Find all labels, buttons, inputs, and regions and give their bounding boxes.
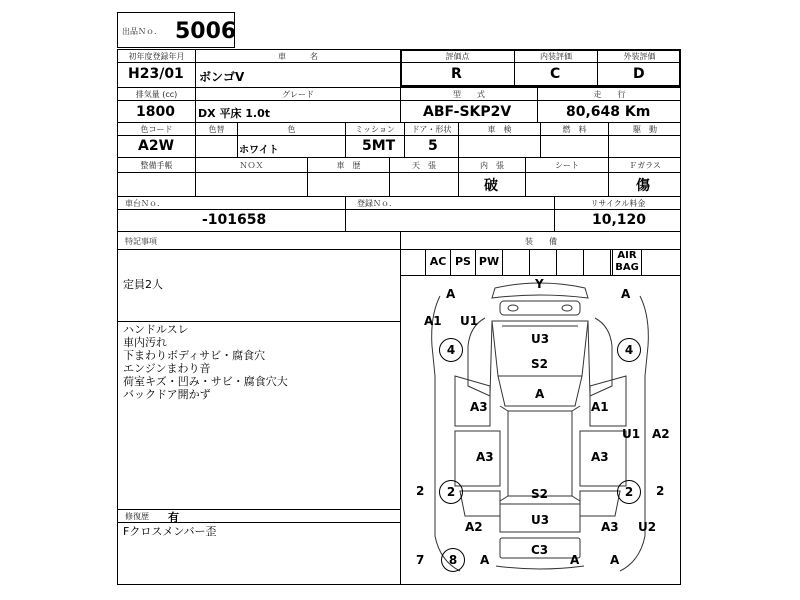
dmg-a3-right2: A3 — [591, 450, 609, 464]
dmg-u2-right: U2 — [638, 520, 657, 534]
dmg-s2-roof: S2 — [531, 357, 548, 371]
dmg-u3-rear: U3 — [531, 513, 550, 527]
mission-value: 5MT — [362, 138, 396, 154]
dmg-u1-right: U1 — [622, 427, 641, 441]
year-label: 初年度登録年月 — [128, 52, 185, 61]
interior2-value: 破 — [484, 178, 498, 194]
airbag-box: AIR BAG — [612, 249, 642, 276]
dmg-a1-left: A1 — [424, 314, 442, 328]
dmg-s2-rear: S2 — [531, 487, 548, 501]
mileage-value: 80,648 Km — [566, 104, 651, 120]
exterior-label: 外装評価 — [623, 52, 656, 61]
interior-value: C — [550, 66, 561, 82]
equip-box-0: AC — [425, 249, 450, 276]
mileage-label: 走 行 — [593, 90, 626, 99]
dmg-a3-left: A3 — [470, 400, 488, 414]
recycle-label: リサイクル料金 — [590, 199, 646, 208]
exterior-value: D — [633, 66, 645, 82]
dmg-a-bottom-right: A — [610, 553, 620, 567]
equip-box-5 — [556, 249, 583, 276]
year-value: H23/01 — [128, 66, 184, 82]
dmg-a2-right: A2 — [652, 427, 670, 441]
dmg-u3-roof: U3 — [531, 332, 550, 346]
tire-front-right: 4 — [617, 338, 641, 362]
repair-note: Fクロスメンバー歪 — [123, 525, 217, 538]
history-label: 車 歴 — [336, 161, 361, 170]
type-label: 型 式 — [453, 90, 485, 99]
cc-value: 1800 — [136, 104, 175, 120]
dmg-front-top: Y — [535, 277, 544, 291]
dmg-a-bottom-center: A — [570, 553, 580, 567]
interior2-label: 内 張 — [480, 161, 504, 170]
dmg-two-right: 2 — [656, 484, 665, 498]
nox-label: ＮＯＸ — [239, 161, 264, 170]
drive-label: 駆 動 — [633, 125, 657, 134]
dmg-c3-back: C3 — [531, 543, 549, 557]
doors-value: 5 — [428, 138, 438, 154]
note-line: 車内汚れ — [123, 336, 167, 349]
seat-label: シート — [555, 161, 579, 170]
ceiling-label: 天 張 — [412, 161, 436, 170]
equipment-row — [400, 249, 681, 276]
dmg-a2-left: A2 — [465, 520, 483, 534]
note-line: エンジンまわり音 — [123, 362, 211, 375]
color-value: ホワイト — [239, 145, 279, 156]
dmg-u1-left: U1 — [460, 314, 479, 328]
chassis-value: -101658 — [202, 212, 267, 228]
recycle-value: 10,120 — [592, 212, 647, 228]
tire-rear-left: 2 — [439, 480, 463, 504]
dmg-front-right: A — [621, 287, 631, 301]
dmg-front-left: A — [446, 287, 456, 301]
dmg-two-left: 2 — [416, 484, 425, 498]
note-line: バックドア開かず — [123, 388, 211, 401]
repair-label: 修復歴 — [125, 512, 149, 521]
dmg-seven: 7 — [416, 553, 425, 567]
color-code-value: A2W — [138, 138, 175, 154]
cc-label: 排気量 (cc) — [135, 90, 178, 99]
chassis-label: 車台Ｎｏ． — [125, 199, 165, 208]
eight-circle: 8 — [441, 548, 465, 572]
lot-label: 出品Ｎｏ． — [122, 27, 162, 36]
grade-value: DX 平床 1.0t — [198, 107, 271, 120]
note-line: ハンドルスレ — [123, 323, 189, 336]
equip-box-2: PW — [475, 249, 502, 276]
tire-rear-right: 2 — [617, 480, 641, 504]
notes-list — [123, 323, 288, 401]
tire-front-left: 4 — [439, 338, 463, 362]
interior-label: 内装評価 — [540, 52, 572, 61]
dmg-a-bottom-left: A — [480, 553, 490, 567]
model-label: 車 名 — [278, 52, 318, 61]
special-label: 特記事項 — [125, 237, 157, 246]
reg-label: 登録Ｎｏ． — [357, 199, 397, 208]
manual-label: 整備手帳 — [140, 161, 173, 170]
dmg-a3-right3: A3 — [601, 520, 619, 534]
dmg-a-center: A — [535, 387, 545, 401]
dmg-a1-right: A1 — [591, 400, 609, 414]
tone-label: 色替 — [208, 125, 225, 134]
equip-box-1: PS — [450, 249, 475, 276]
doors-label: ドア・形状 — [411, 125, 452, 134]
repair-value: 有 — [168, 511, 179, 524]
fglass-label: Ｆガラス — [629, 161, 661, 170]
equip-box-3 — [502, 249, 529, 276]
equip-box-4 — [529, 249, 556, 276]
fglass-value: 傷 — [636, 178, 650, 194]
note-line: 荷室キズ・凹み・サビ・腐食穴大 — [123, 375, 288, 388]
lot-number: 5006 — [175, 19, 237, 44]
color-code-label: 色コード — [140, 125, 173, 134]
note-line: 下まわりボディサビ・腐食穴 — [123, 349, 266, 362]
color-label: 色 — [287, 125, 296, 134]
inspection-label: 車 検 — [487, 125, 512, 134]
model-value: ボンゴV — [199, 70, 245, 84]
score-value: R — [451, 66, 462, 82]
score-label: 評価点 — [445, 52, 470, 61]
grade-label: グレード — [282, 90, 314, 99]
lot-box — [117, 12, 235, 48]
fuel-label: 燃 料 — [562, 125, 587, 134]
dmg-a3-left2: A3 — [476, 450, 494, 464]
equip-label: 装 備 — [525, 237, 557, 246]
capacity-note: 定員2人 — [123, 278, 163, 291]
mission-label: ミッション — [355, 125, 395, 134]
type-value: ABF-SKP2V — [423, 104, 512, 120]
equip-box-6 — [583, 249, 610, 276]
